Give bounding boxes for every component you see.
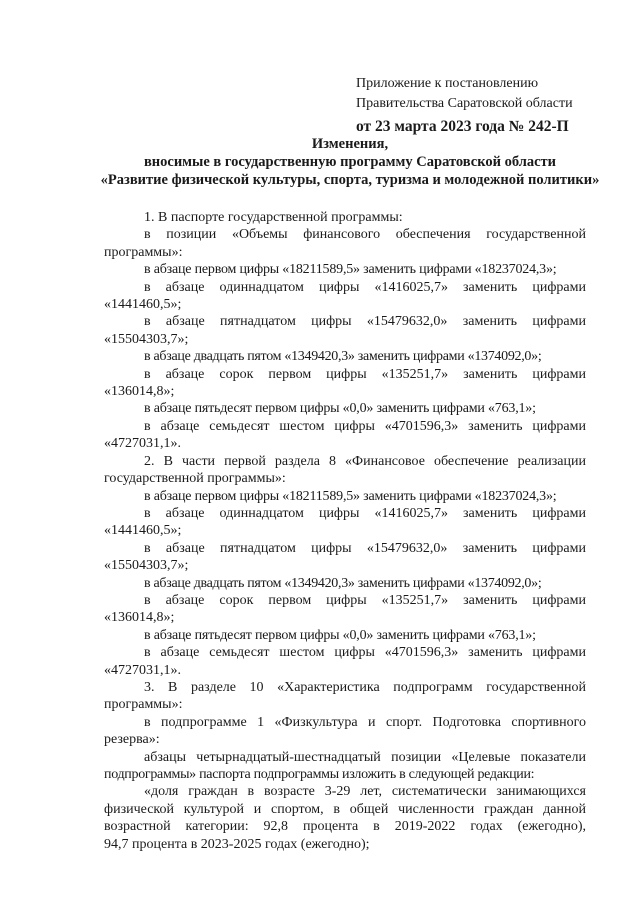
section-1	[104, 209, 586, 453]
paragraph-line: «4727031,1».	[104, 662, 181, 678]
approval-line-1: Приложение к постановлению	[356, 76, 539, 91]
paragraph-line: в абзаце семьдесят шестом цифры «4701596,3» заменить цифрами	[144, 418, 586, 434]
title-line-2: вносимые в государственную программу Саратовской области	[143, 154, 557, 170]
paragraph-line: в подпрограмме 1 «Физкультура и спорт. Подготовка спортивного	[144, 714, 586, 730]
paragraph-line: программы»:	[104, 697, 183, 713]
paragraph-line: в абзаце первом цифры «18211589,5» заменить цифрами «18237024,3»;	[144, 488, 557, 504]
section-3-heading: 3. В разделе 10 «Характеристика подпрограмм государственной	[144, 679, 586, 695]
paragraph-line: в абзаце пятнадцатом цифры «15479632,0» заменить цифрами	[144, 540, 586, 556]
paragraph-line: «1441460,5»;	[104, 523, 182, 539]
paragraph-line: в абзаце сорок первом цифры «135251,7» заменить цифрами	[144, 592, 586, 608]
paragraph-line: «15504303,7»;	[104, 331, 189, 347]
paragraph-line: в абзаце семьдесят шестом цифры «4701596,3» заменить цифрами	[144, 645, 586, 661]
paragraph-line: «доля граждан в возрасте 3-29 лет, систематически занимающихся	[144, 784, 586, 800]
paragraph-line: «136014,8»;	[104, 610, 175, 626]
approval-date-number: от 23 марта 2023 года № 242-П	[356, 118, 569, 135]
paragraph-line: 94,7 процента в 2023-2025 годах (ежегодно);	[104, 836, 370, 852]
document-title	[90, 135, 610, 189]
document-body	[104, 209, 586, 853]
section-2	[104, 453, 586, 679]
paragraph-line: физической культурой и спортом, в общей численности граждан данной	[104, 801, 586, 817]
approval-line-2: Правительства Саратовской области	[356, 96, 573, 111]
paragraph-line: «15504303,7»;	[104, 558, 189, 574]
paragraph-line: абзацы четырнадцатый-шестнадцатый позиции «Целевые показатели	[144, 749, 586, 765]
paragraph-line: в абзаце одиннадцатом цифры «1416025,7» заменить цифрами	[144, 279, 586, 295]
paragraph-line: подпрограммы» паспорта подпрограммы изложить в следующей редакции:	[104, 767, 535, 782]
paragraph-line: в абзаце пятьдесят первом цифры «0,0» заменить цифрами «763,1»;	[144, 401, 536, 417]
paragraph-line: в абзаце сорок первом цифры «135251,7» заменить цифрами	[144, 366, 586, 382]
section-2-heading: 2. В части первой раздела 8 «Финансовое обеспечение реализации	[144, 453, 586, 469]
section-1-heading: 1. В паспорте государственной программы:	[144, 210, 403, 225]
paragraph-line: в абзаце двадцать пятом «1349420,3» заменить цифрами «1374092,0»;	[144, 349, 542, 365]
title-line-3: «Развитие физической культуры, спорта, туризма и молодежной политики»	[100, 172, 600, 188]
section-3	[104, 679, 586, 853]
paragraph-line: государственной программы»:	[104, 471, 286, 487]
paragraph-line: в абзаце пятьдесят первом цифры «0,0» заменить цифрами «763,1»;	[144, 627, 536, 643]
paragraph-line: «136014,8»;	[104, 384, 175, 400]
approval-block	[356, 74, 573, 140]
paragraph-line: в абзаце двадцать пятом «1349420,3» заменить цифрами «1374092,0»;	[144, 575, 542, 591]
paragraph-line: в абзаце пятнадцатом цифры «15479632,0» заменить цифрами	[144, 314, 586, 330]
paragraph-line: в абзаце одиннадцатом цифры «1416025,7» заменить цифрами	[144, 505, 586, 521]
paragraph-line: в абзаце первом цифры «18211589,5» заменить цифрами «18237024,3»;	[144, 262, 557, 278]
paragraph-line: программы»:	[104, 244, 183, 260]
paragraph-line: «1441460,5»;	[104, 297, 182, 313]
title-line-1: Изменения,	[311, 136, 389, 152]
paragraph-line: «4727031,1».	[104, 436, 181, 452]
paragraph-line: возрастной категории: 92,8 процента в 2019-2022 годах (ежегодно),	[104, 819, 586, 835]
paragraph-line: резерва»:	[104, 732, 160, 748]
paragraph-line: в позиции «Объемы финансового обеспечения государственной	[144, 227, 586, 243]
